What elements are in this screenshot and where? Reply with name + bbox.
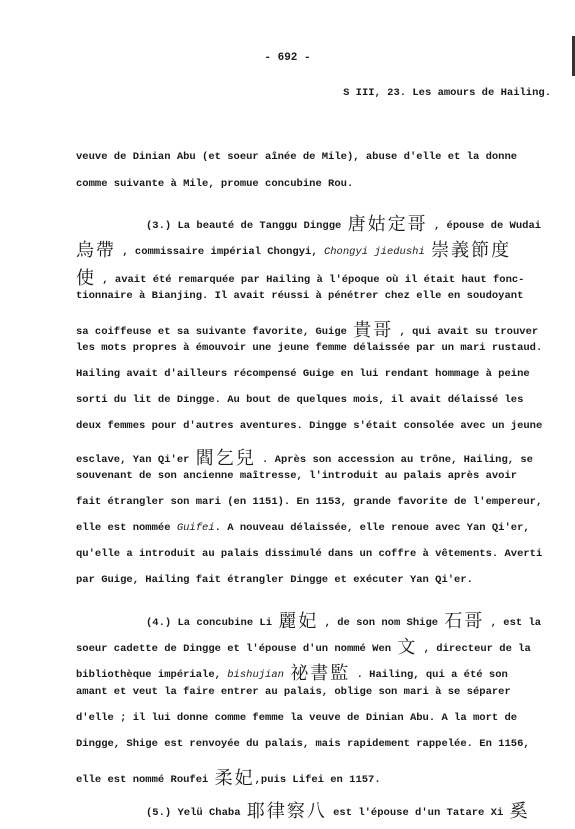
text-span: sa coiffeuse et sa suivante favorite, Guige (76, 326, 354, 338)
text-span: , qui avait su trouver (393, 326, 539, 338)
text-span: ,puis Lifei en 1157. (254, 774, 381, 786)
chinese-characters: 閻乞兒 (195, 448, 256, 469)
text-line (76, 420, 542, 432)
text-span: tionnaire à Bianjing. Il avait réussi à pénétrer chez elle en soudoyant (76, 290, 524, 302)
text-line (76, 178, 353, 190)
chinese-characters: 烏帶 (76, 240, 116, 261)
text-line (146, 607, 541, 633)
text-line (76, 738, 530, 750)
text-line (76, 496, 542, 508)
text-line (76, 151, 517, 163)
text-span: veuve de Dinian Abu (et soeur aînée de Mile), abuse d'elle et la donne (76, 151, 518, 163)
text-span: les mots propres à émouvoir une jeune femme délaissée par un mari rustaud. (76, 342, 543, 354)
text-line (76, 394, 523, 406)
text-line (76, 290, 523, 302)
chinese-characters: 祕書監 (290, 663, 351, 684)
text-span: amant et veut la faire entrer au palais, oblige son mari à se séparer (76, 686, 511, 698)
text-line (76, 368, 530, 380)
italic-term: Guifei (176, 522, 215, 534)
text-span: deux femmes pour d'autres aventures. Dingge s'était consolée avec un jeune (76, 420, 543, 432)
italic-term: Chongyi jiedushi (323, 246, 425, 258)
text-span: soeur cadette de Dingge et l'épouse d'un nommé Wen (76, 643, 398, 655)
text-span: Hailing avait d'ailleurs récompensé Guige en lui rendant hommage à peine (76, 368, 530, 380)
text-line (76, 633, 531, 659)
text-span: elle est nommé Roufei (76, 774, 215, 786)
text-span: , de son nom Shige (318, 617, 445, 629)
text-span: d'elle ; il lui donne comme femme la veuve de Dinian Abu. A la mort de (76, 712, 518, 724)
chinese-characters: 柔妃 (214, 768, 255, 789)
chinese-characters: 貴哥 (353, 320, 394, 341)
page-number: - 692 - (264, 52, 311, 64)
text-span: fait étrangler son mari (en 1151). En 1153, grande favorite de l'empereur, (76, 496, 543, 508)
text-span: . A nouveau délaissée, elle renoue avec Yan Qi'er, (214, 522, 530, 534)
text-span: (4.) La concubine Li (146, 617, 279, 629)
text-span: , commissaire impérial Chongyi, (116, 246, 324, 258)
text-line (76, 764, 381, 790)
text-line (76, 522, 530, 534)
chinese-characters: 崇義節度 (431, 240, 512, 261)
chinese-characters: 唐姑定哥 (347, 214, 428, 235)
text-span: bibliothèque impériale, (76, 669, 228, 681)
chinese-characters: 文 (397, 637, 418, 658)
text-span: , épouse de Wudai (427, 220, 542, 232)
chinese-characters: 使 (76, 268, 96, 289)
text-span: . Après son accession au trône, Hailing, se (255, 454, 533, 466)
text-line (76, 316, 538, 342)
text-span: par Guige, Hailing fait étrangler Dingge et exécuter Yan Qi'er. (76, 574, 473, 586)
text-span: (3.) La beauté de Tanggu Dingge (146, 220, 348, 232)
text-span: , directeur de la (417, 643, 531, 655)
text-span: , est la (484, 617, 542, 629)
text-span: comme suivante à Mile, promue concubine Rou. (76, 178, 354, 190)
text-span: elle est nommée (76, 522, 177, 534)
text-line (76, 686, 511, 698)
chinese-characters: 奚 (509, 801, 530, 822)
text-line (76, 712, 517, 724)
text-line (76, 659, 508, 685)
text-line (76, 470, 517, 482)
running-head: S III, 23. Les amours de Hailing. (343, 87, 551, 99)
text-span: souvenant de son ancienne maîtresse, l'introduit au palais après avoir (76, 470, 518, 482)
text-line (146, 210, 541, 236)
text-span: est l'épouse d'un Tatare Xi (326, 807, 510, 819)
text-span: . Hailing, qui a été son (350, 669, 508, 681)
text-span: Dingge, Shige est renvoyée du palais, mais rapidement rappelée. En 1156, (76, 738, 530, 750)
text-line (76, 444, 533, 470)
chinese-characters: 石哥 (444, 611, 485, 632)
text-span: (5.) Yelü Chaba (146, 807, 247, 819)
text-line (146, 797, 530, 823)
chinese-characters: 耶律察八 (246, 801, 327, 822)
text-span: sorti du lit de Dingge. Au bout de quelques mois, il avait délaissé les (76, 394, 524, 406)
text-line (76, 264, 524, 290)
text-span: qu'elle a introduit au palais dissimulé dans un coffre à vêtements. Averti (76, 548, 543, 560)
text-line (76, 342, 542, 354)
text-line (76, 236, 511, 262)
chinese-characters: 麗妃 (278, 611, 319, 632)
text-line (76, 548, 542, 560)
text-line (76, 574, 473, 586)
text-span: esclave, Yan Qi'er (76, 454, 196, 466)
text-span: , avait été remarquée par Hailing à l'époque où il était haut fonc- (96, 274, 525, 286)
italic-term: bishujian (227, 669, 284, 681)
